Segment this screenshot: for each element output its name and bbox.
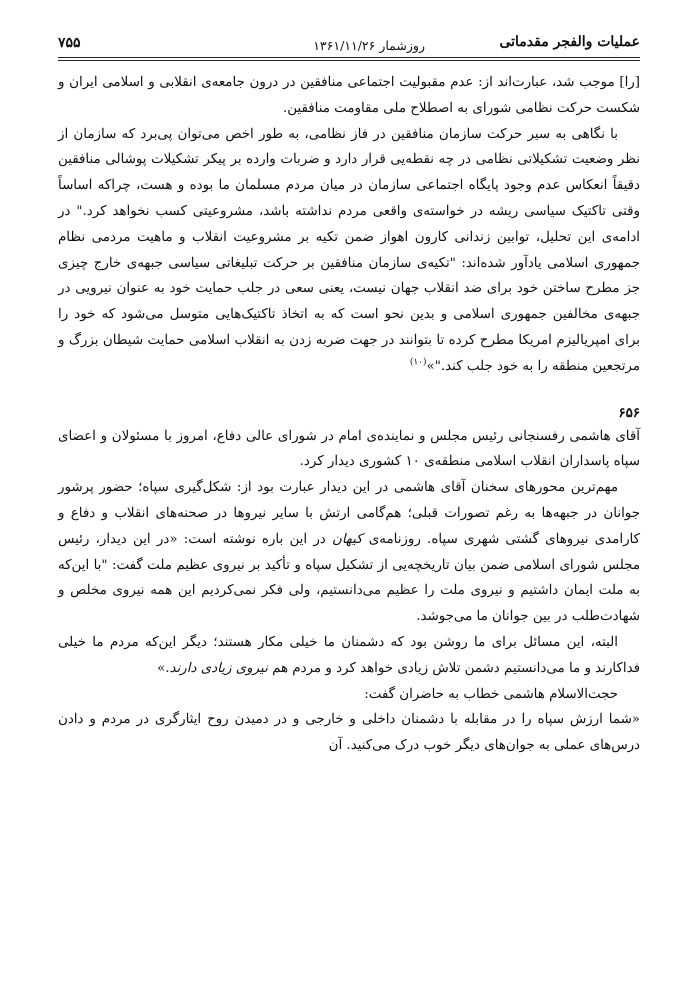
paragraph-5-italic: نیروی زیادی دارند. (165, 660, 268, 676)
footnote-reference: (۱۰) (409, 357, 427, 368)
paragraph-3: آقای هاشمی رفسنجانی رئیس مجلس و نماینده‌ی امام در شورای عالی دفاع، امروز با مسئولان و اعضای سپاه پاسداران انقلاب اسلامی منطقه‌ی ۱۰ کشوری دیدار کرد. (58, 428, 640, 470)
entry-number: ۶۵۶ (618, 404, 640, 421)
paragraph-4-text-a: مهم‌ترین محورهای سخنان آقای هاشمی در این دیدار عبارت بود از: شکل‌گیری سپاه؛ حضور پرشور جوانان در جبهه‌ها به رغم تصورات قبلی؛ هم‌گامی ارتش با سایر نیروها در صحنه‌های انقلاب و دفاع و کارامدی نیروهای گشتی شهری سپاه. روزنامه‌ی (58, 480, 640, 547)
paragraph-5-end: » (157, 660, 166, 676)
newspaper-name: کیهان (332, 531, 363, 547)
paragraph-2-text: با نگاهی به سیر حرکت سازمان منافقین در فاز نظامی، به طور اخص می‌توان پی‌برد که سازمان از نظر وضعیت تشکیلاتی نظامی در چه نقطه‌یی قرار دارد و ضربات وارده بر پیکر تشکیلات پوشالی منافقین دقیقاً انعکاس عدم وجود پایگاه اجتماعی سازمان در میان مردم مسلمان ما بوده و هست، چراکه اساساً وقتی تاکتیک سیاسی ریشه در خواسته‌ی واقعی مردم نداشته باشد، مشروعیتی کسب نخواهد کرد." در ادامه‌ی این تحلیل، توابین زندانی کارون اهواز ضمن تکیه بر مشروعیت انقلاب و ماهیت مردمی نظام جمهوری اسلامی یادآور شده‌اند: "تکیه‌ی سازمان منافقین بر حرکت تبلیغاتی سیاسی جبهه‌ی خارج چیزی جز مطرح ساختن خود برای ضد انقلاب جهان نیست، یعنی سعی در جلب حمایت خود به عنوان نیرویی در جبهه‌ی مخالفین جمهوری اسلامی و بدین نحو است که به اتخاذ تاکتیک‌هایی متوسل می‌شود که خود را برای امپریالیزم امریکا مطرح کرده تا بتوانند در جهت ضربه زدن به انقلاب اسلامی حمایت شیطان بزرگ و مرتجعین منطقه را به خود جلب کند."» (58, 126, 640, 374)
section-gap (58, 380, 640, 402)
paragraph-5-text: البته، این مسائل برای ما روشن بود که دشمنان ما خیلی مکار هستند؛ دیگر این‌که مردم ما خیلی فداکارند و ما می‌دانستیم دشمن تلاش زیادی خواهد کرد و مردم هم (58, 634, 640, 676)
paragraph-2 (58, 122, 640, 380)
paragraph-5 (58, 630, 640, 682)
page-body (58, 60, 640, 759)
header-rule (58, 57, 640, 58)
paragraph-4-text-b: در این باره نوشته است: «در این دیدار، رئیس مجلس شورای اسلامی ضمن بیان تاریخچه‌یی از تشکیل سپاه و تأکید بر نیروی عظیم ملت گفت: "با این‌که به ملت ایمان داشتیم و نیروی ملت را عظیم می‌دانستیم، ولی فکر نمی‌کردیم این همه نیروی مخلص و شهادت‌طلب در بین جوانان ما می‌جوشد. (58, 531, 640, 625)
paragraph-6: حجت‌الاسلام هاشمی خطاب به حاضران گفت: (364, 686, 618, 702)
date-line: روزشمار ۱۳۶۱/۱۱/۲۶ (313, 38, 425, 53)
page-number: ۷۵۵ (58, 35, 81, 51)
header-rule-2 (58, 60, 640, 61)
page-header (58, 0, 640, 60)
paragraph-4 (58, 475, 640, 630)
running-title: عملیات والفجر مقدماتی (499, 34, 640, 50)
paragraph-7: «شما ارزش سپاه را در مقابله با دشمنان داخلی و خارجی و در دمیدن روح ایثارگری در مردم و دادن درس‌های عملی به جوان‌های دیگر خوب درک می‌کنید. آن (58, 712, 640, 754)
paragraph-1: [را] موجب شد، عبارت‌اند از: عدم مقبولیت اجتماعی منافقین در درون جامعه‌ی انقلابی و اسلامی ایران و شکست حرکت نظامی شورای به اصطلاح ملی مقاومت منافقین. (58, 75, 640, 116)
